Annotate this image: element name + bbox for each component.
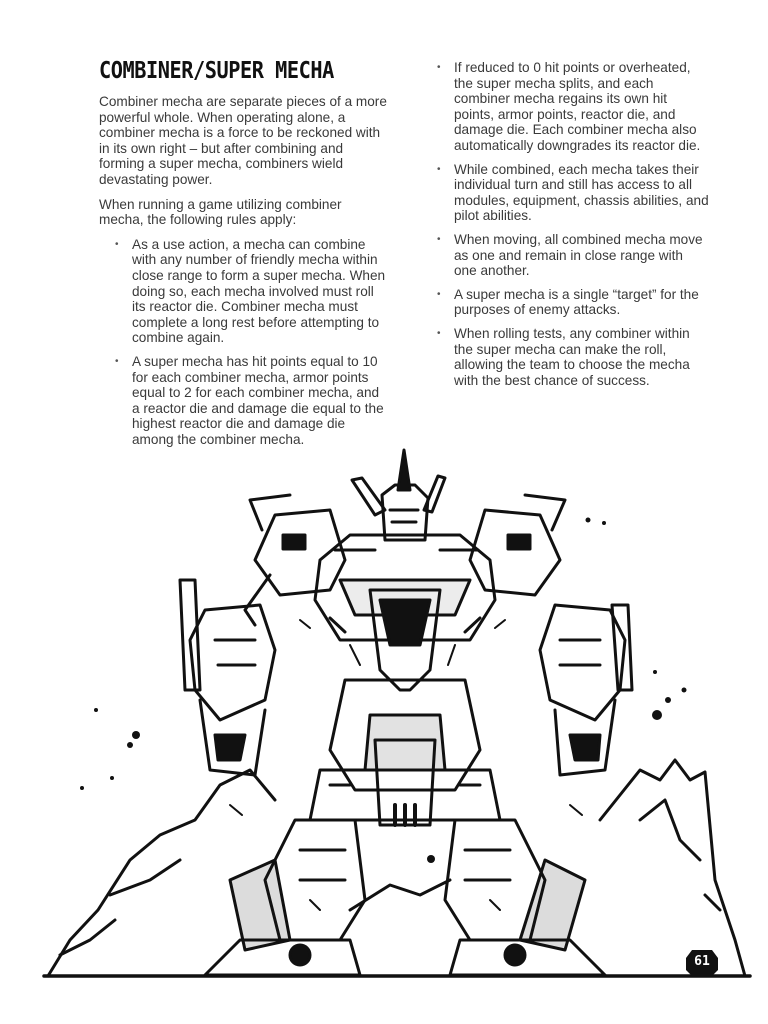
list-item: [437, 162, 709, 224]
bullet-icon: •: [115, 355, 119, 367]
rocks-drawing: [44, 760, 750, 976]
list-item-text: As a use action, a mecha can combine with any number of friendly mecha within close range to form a super mecha. When doing so, each mecha involved must roll its reactor die. Combiner mecha must complete a long rest before attempting to combine again.: [132, 236, 386, 346]
rules-lead-paragraph: When running a game utilizing combiner mecha, the following rules apply:: [99, 196, 342, 228]
list-item-text: While combined, each mecha takes their individual turn and still has access to all modules, equipment, chassis abilities, and pilot abilities.: [454, 161, 709, 224]
list-item: [437, 60, 709, 154]
rules-list-left: [115, 237, 389, 448]
mecha-illustration: [0, 440, 768, 1024]
bullet-icon: •: [437, 327, 441, 339]
intro-paragraph: Combiner mecha are separate pieces of a more powerful whole. When operating alone, a combiner mecha is a force to be reckoned with in its own right – but after combining and forming a super mecha, combiners wield devastating power.: [99, 94, 387, 187]
list-item: [437, 326, 709, 388]
list-item-text: When rolling tests, any combiner within the super mecha can make the roll, allowing the team to choose the mecha with the best chance of success.: [454, 325, 690, 388]
list-item-text: If reduced to 0 hit points or overheated, the super mecha splits, and each combiner mecha regains its own hit points, armor points, reactor die, and damage die. Each combiner mecha also automatically downgrades its reactor die.: [454, 60, 701, 153]
bullet-icon: •: [437, 62, 441, 73]
section-title: COMBINER/SUPER MECHA: [99, 58, 334, 84]
list-item: [437, 287, 709, 318]
list-item-text: A super mecha has hit points equal to 10 for each combiner mecha, armor points equal to 2 for each combiner mecha, and a reactor die and damage die equal to the highest reactor die and damage die among the combiner mecha.: [132, 353, 384, 447]
bullet-icon: •: [437, 233, 441, 245]
list-item-text: When moving, all combined mecha move as one and remain in close range with one another.: [454, 231, 703, 279]
rules-list-right: [437, 60, 709, 388]
page-number: 61: [694, 954, 710, 969]
bullet-icon: •: [437, 288, 441, 300]
list-item: [437, 232, 709, 279]
list-item: [115, 237, 389, 346]
list-item-text: A super mecha is a single “target” for the purposes of enemy attacks.: [454, 286, 699, 318]
bullet-icon: •: [115, 238, 119, 250]
left-column: [99, 58, 389, 455]
bullet-icon: •: [437, 163, 441, 175]
list-item: [115, 354, 389, 448]
right-column: [437, 58, 709, 396]
debris-drawing: [80, 518, 687, 864]
